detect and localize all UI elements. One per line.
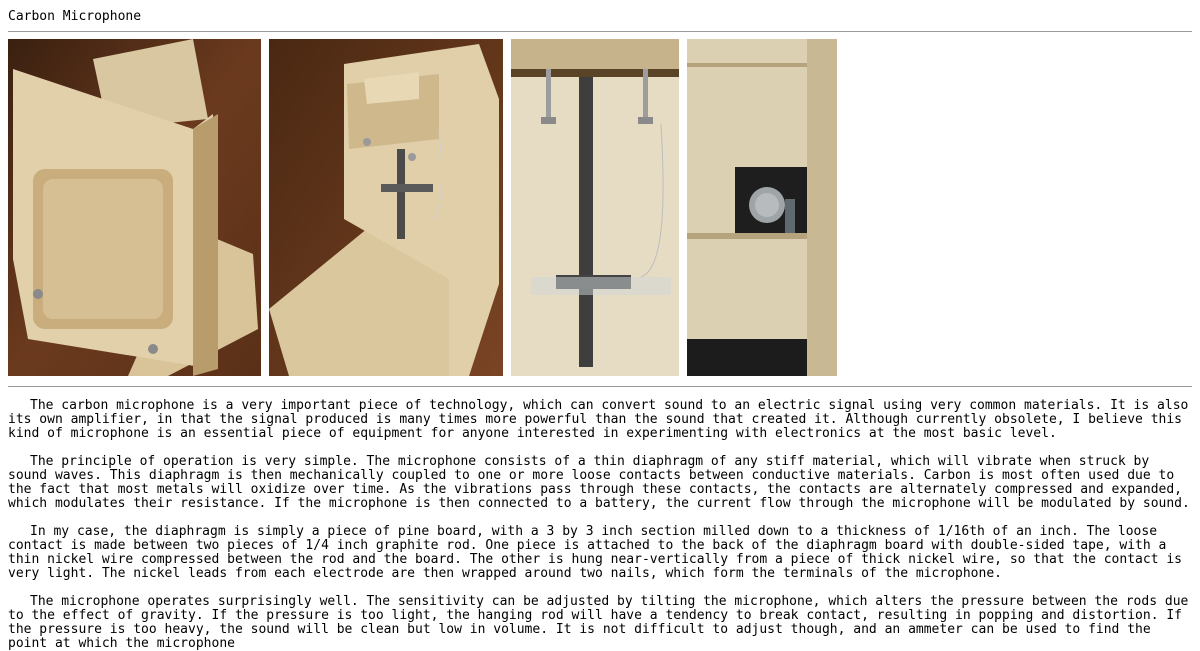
mic-front-angle-image	[8, 39, 261, 376]
photo-gallery	[8, 39, 1192, 376]
mic-front-angle-photo[interactable]	[8, 39, 261, 376]
paragraph-principle: The principle of operation is very simple. The microphone consists of a thin diaphragm of any stiff material, which will vibrate when struck by sound waves. This diaphragm is then mechanically coupled to one or more loose contacts between conductive materials. Carbon is most often used due to the fact that most metals will oxidize over time. As the vibrations pass through these contacts, the contacts are alternately compressed and expanded, which modulates their resistance. If the microphone is then connected to a battery, the current flow through the microphone will be modulated by sound.	[8, 454, 1190, 511]
paragraph-intro: The carbon microphone is a very important piece of technology, which can convert sound to an electric signal using very common materials. It is also its own amplifier, in that the signal produced is many times more powerful than the sound that created it. Although currently obsolete, I believe this kind of microphone is an essential piece of equipment for anyone interested in experimenting with electronics at the most basic level.	[8, 398, 1189, 441]
top-divider	[8, 31, 1192, 32]
photos-divider	[8, 386, 1192, 387]
contact-closeup-image	[687, 39, 837, 376]
rod-closeup-image	[511, 39, 679, 376]
rod-closeup-photo[interactable]	[511, 39, 679, 376]
mic-side-with-rod-photo[interactable]	[269, 39, 503, 376]
paragraph-construction: In my case, the diaphragm is simply a piece of pine board, with a 3 by 3 inch section milled down to a thickness of 1/16th of an inch. The loose contact is made between two pieces of 1/4 inch graphite rod. One piece is attached to the back of the diaphragm board with double-sided tape, with a thin nickel wire compressed between the rod and the board. The other is hung near-vertically from a piece of thick nickel wire, so that the contact is very light. The nickel leads from each electrode are then wrapped around two nails, which form the terminals of the microphone.	[8, 524, 1182, 581]
article-body	[8, 399, 1192, 651]
paragraph-operation: The microphone operates surprisingly well. The sensitivity can be adjusted by tilting the microphone, which alters the pressure between the rods due to the effect of gravity. If the pressure is too light, the hanging rod will have a tendency to break contact, resulting in popping and distortion. If the pressure is too heavy, the sound will be clean but low in volume. It is not difficult to adjust though, and an ammeter can be used to find the point at which the microphone	[8, 594, 1189, 651]
contact-closeup-photo[interactable]	[687, 39, 837, 376]
mic-side-with-rod-image	[269, 39, 503, 376]
page-title: Carbon Microphone	[8, 9, 142, 24]
